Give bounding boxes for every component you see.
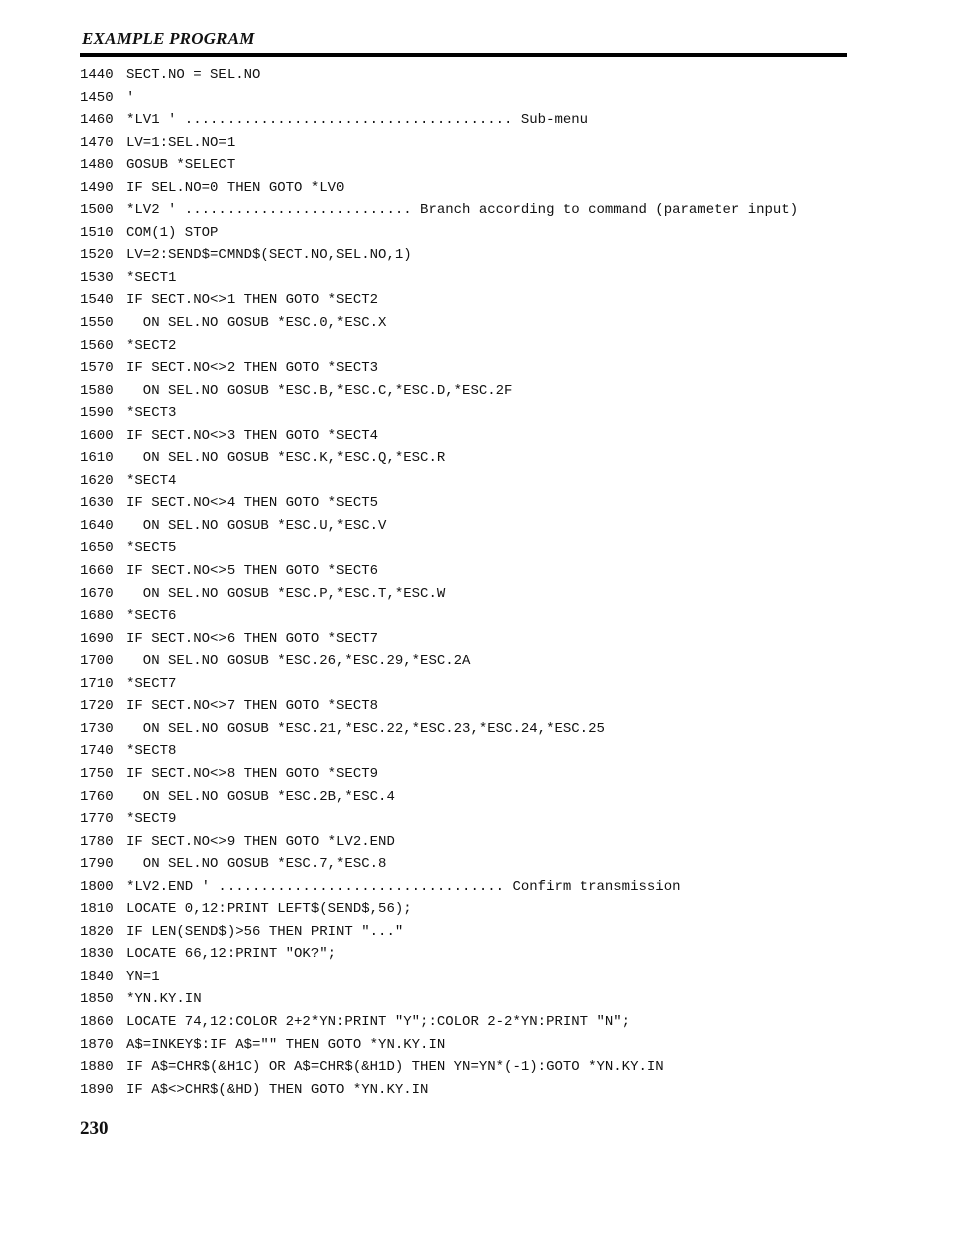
code-line (80, 537, 798, 560)
code-line (80, 380, 798, 403)
line-code: *SECT4 (126, 472, 177, 489)
line-number: 1580 (80, 382, 114, 399)
code-line (80, 808, 798, 831)
line-code: COM(1) STOP (126, 224, 219, 241)
line-number: 1590 (80, 405, 114, 422)
line-number: 1690 (80, 630, 114, 647)
line-number: 1800 (80, 878, 114, 895)
line-number: 1460 (80, 112, 114, 129)
line-number: 1440 (80, 67, 114, 83)
line-code: IF A$<>CHR$(&HD) THEN GOTO *YN.KY.IN (126, 1081, 429, 1098)
line-number: 1560 (80, 337, 114, 354)
line-code: LV=2:SEND$=CMND$(SECT.NO,SEL.NO,1) (126, 247, 412, 264)
code-line (80, 1056, 798, 1079)
line-code: IF SECT.NO<>5 THEN GOTO *SECT6 (126, 563, 379, 580)
line-code: SECT.NO = SEL.NO (126, 67, 261, 83)
code-line (80, 921, 798, 944)
code-line (80, 583, 798, 606)
line-code: IF SECT.NO<>2 THEN GOTO *SECT3 (126, 360, 379, 377)
code-line (80, 244, 798, 267)
line-number: 1640 (80, 517, 114, 534)
line-code: *LV2 ' ........................... Branch according to command (parameter input) (126, 202, 799, 219)
code-line (80, 673, 798, 696)
line-code: *SECT7 (126, 675, 177, 692)
line-code: ON SEL.NO GOSUB *ESC.21,*ESC.22,*ESC.23,*ESC.24,*ESC.25 (126, 720, 605, 737)
line-code: ON SEL.NO GOSUB *ESC.B,*ESC.C,*ESC.D,*ESC.2F (126, 382, 513, 399)
code-line (80, 650, 798, 673)
line-code: LOCATE 74,12:COLOR 2+2*YN:PRINT "Y";:COLOR 2-2*YN:PRINT "N"; (126, 1013, 631, 1030)
line-number: 1450 (80, 89, 114, 106)
line-number: 1470 (80, 134, 114, 151)
line-number: 1860 (80, 1013, 114, 1030)
code-line (80, 786, 798, 809)
line-code: ON SEL.NO GOSUB *ESC.0,*ESC.X (126, 315, 387, 332)
code-line (80, 988, 798, 1011)
code-line (80, 718, 798, 741)
line-code: IF SEL.NO=0 THEN GOTO *LV0 (126, 179, 345, 196)
code-line (80, 560, 798, 583)
code-line (80, 312, 798, 335)
line-number: 1870 (80, 1036, 114, 1053)
code-line (80, 966, 798, 989)
header-rule (80, 53, 847, 57)
code-line (80, 898, 798, 921)
line-code: LOCATE 66,12:PRINT "OK?"; (126, 946, 337, 963)
code-line (80, 425, 798, 448)
line-code: ON SEL.NO GOSUB *ESC.U,*ESC.V (126, 517, 387, 534)
line-number: 1500 (80, 202, 114, 219)
line-number: 1820 (80, 923, 114, 940)
code-line (80, 267, 798, 290)
line-number: 1610 (80, 450, 114, 467)
code-line (80, 154, 798, 177)
line-code: LV=1:SEL.NO=1 (126, 134, 236, 151)
code-line (80, 402, 798, 425)
line-code: ' (126, 89, 135, 106)
line-number: 1680 (80, 608, 114, 625)
line-code: YN=1 (126, 968, 160, 985)
line-number: 1670 (80, 585, 114, 602)
line-code: *SECT8 (126, 743, 177, 760)
line-number: 1770 (80, 811, 114, 828)
line-code: ON SEL.NO GOSUB *ESC.2B,*ESC.4 (126, 788, 395, 805)
line-code: *LV2.END ' .................................. Confirm transmission (126, 878, 681, 895)
line-code: IF SECT.NO<>8 THEN GOTO *SECT9 (126, 765, 379, 782)
line-number: 1540 (80, 292, 114, 309)
code-line (80, 87, 798, 110)
code-line (80, 740, 798, 763)
code-line (80, 132, 798, 155)
line-number: 1710 (80, 675, 114, 692)
line-number: 1620 (80, 472, 114, 489)
line-code: *SECT3 (126, 405, 177, 422)
code-line (80, 109, 798, 132)
line-code: *SECT5 (126, 540, 177, 557)
line-number: 1650 (80, 540, 114, 557)
line-number: 1530 (80, 269, 114, 286)
line-code: *SECT2 (126, 337, 177, 354)
line-number: 1880 (80, 1059, 114, 1076)
code-line (80, 876, 798, 899)
line-number: 1760 (80, 788, 114, 805)
line-number: 1750 (80, 765, 114, 782)
code-line (80, 1011, 798, 1034)
code-line (80, 1079, 798, 1102)
line-code: ON SEL.NO GOSUB *ESC.7,*ESC.8 (126, 856, 387, 873)
line-code: *SECT1 (126, 269, 177, 286)
line-code: IF SECT.NO<>3 THEN GOTO *SECT4 (126, 427, 379, 444)
line-number: 1520 (80, 247, 114, 264)
line-number: 1660 (80, 563, 114, 580)
line-code: IF SECT.NO<>6 THEN GOTO *SECT7 (126, 630, 379, 647)
line-code: ON SEL.NO GOSUB *ESC.P,*ESC.T,*ESC.W (126, 585, 446, 602)
code-line (80, 177, 798, 200)
line-code: *SECT9 (126, 811, 177, 828)
code-line (80, 628, 798, 651)
code-line (80, 222, 798, 245)
code-line (80, 447, 798, 470)
code-line (80, 289, 798, 312)
code-line (80, 1034, 798, 1057)
line-code: GOSUB *SELECT (126, 157, 236, 174)
code-line (80, 695, 798, 718)
code-line (80, 470, 798, 493)
line-code: IF SECT.NO<>9 THEN GOTO *LV2.END (126, 833, 395, 850)
line-number: 1780 (80, 833, 114, 850)
line-code: *LV1 ' ....................................... Sub-menu (126, 112, 589, 129)
line-number: 1510 (80, 224, 114, 241)
code-line (80, 199, 798, 222)
line-code: IF LEN(SEND$)>56 THEN PRINT "..." (126, 923, 404, 940)
code-line (80, 492, 798, 515)
line-number: 1490 (80, 179, 114, 196)
line-code: ON SEL.NO GOSUB *ESC.26,*ESC.29,*ESC.2A (126, 653, 471, 670)
code-line (80, 763, 798, 786)
code-line (80, 943, 798, 966)
line-number: 1830 (80, 946, 114, 963)
line-number: 1550 (80, 315, 114, 332)
line-code: *YN.KY.IN (126, 991, 202, 1008)
line-number: 1720 (80, 698, 114, 715)
line-number: 1840 (80, 968, 114, 985)
page-number: 230 (80, 1118, 109, 1139)
line-number: 1850 (80, 991, 114, 1008)
code-line (80, 605, 798, 628)
code-line (80, 831, 798, 854)
code-line (80, 357, 798, 380)
line-number: 1600 (80, 427, 114, 444)
page-header-title: EXAMPLE PROGRAM (82, 29, 255, 48)
line-code: IF SECT.NO<>7 THEN GOTO *SECT8 (126, 698, 379, 715)
line-code: IF SECT.NO<>1 THEN GOTO *SECT2 (126, 292, 379, 309)
line-number: 1740 (80, 743, 114, 760)
code-line (80, 64, 798, 87)
line-number: 1700 (80, 653, 114, 670)
line-code: IF SECT.NO<>4 THEN GOTO *SECT5 (126, 495, 379, 512)
program-listing (80, 64, 798, 1101)
code-line (80, 515, 798, 538)
code-line (80, 853, 798, 876)
line-code: A$=INKEY$:IF A$="" THEN GOTO *YN.KY.IN (126, 1036, 446, 1053)
line-number: 1480 (80, 157, 114, 174)
line-number: 1890 (80, 1081, 114, 1098)
line-number: 1570 (80, 360, 114, 377)
line-number: 1730 (80, 720, 114, 737)
line-number: 1790 (80, 856, 114, 873)
line-code: *SECT6 (126, 608, 177, 625)
line-code: ON SEL.NO GOSUB *ESC.K,*ESC.Q,*ESC.R (126, 450, 446, 467)
line-number: 1630 (80, 495, 114, 512)
line-number: 1810 (80, 901, 114, 918)
line-code: IF A$=CHR$(&H1C) OR A$=CHR$(&H1D) THEN YN=YN*(-1):GOTO *YN.KY.IN (126, 1059, 664, 1076)
code-line (80, 335, 798, 358)
line-code: LOCATE 0,12:PRINT LEFT$(SEND$,56); (126, 901, 412, 918)
